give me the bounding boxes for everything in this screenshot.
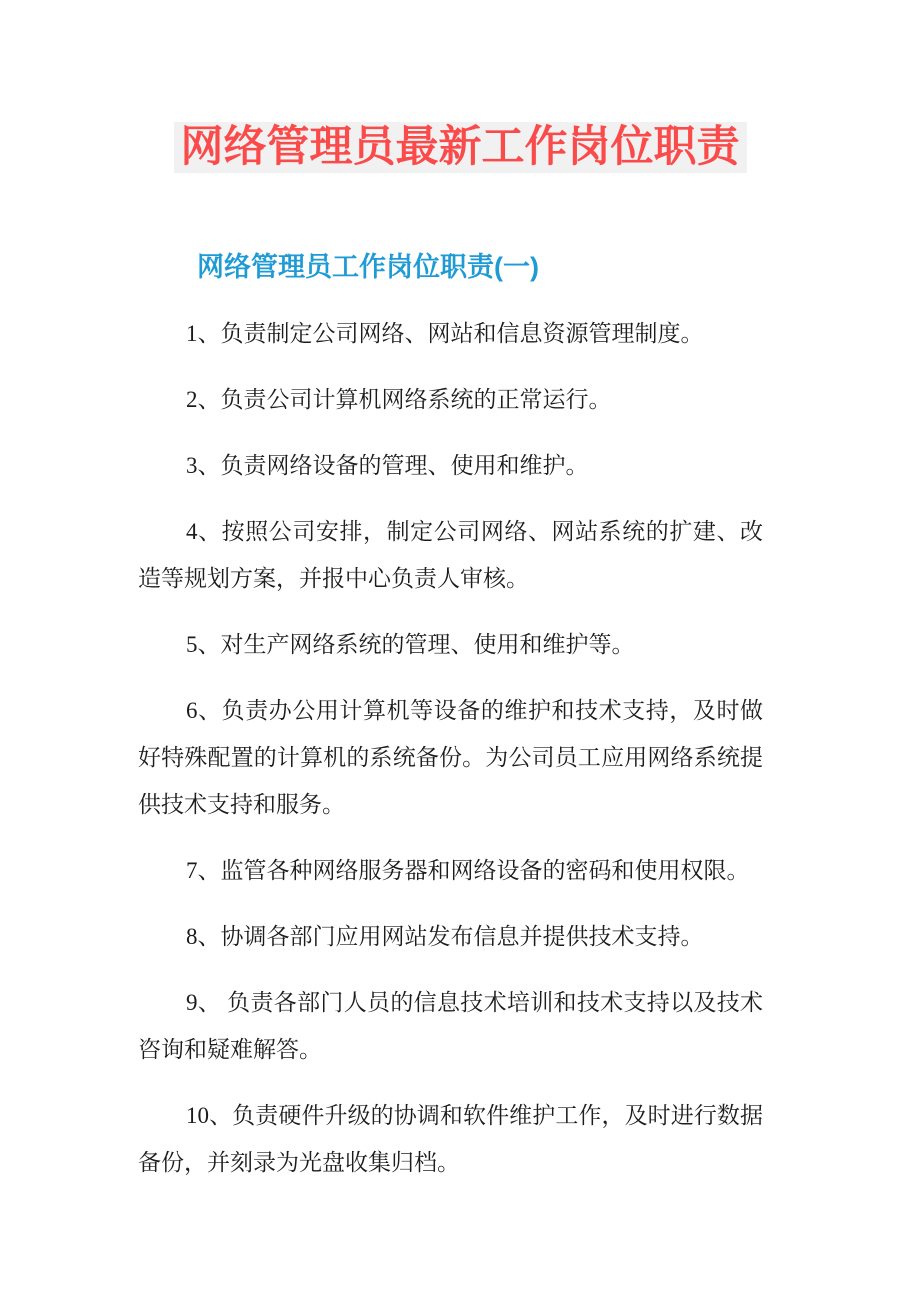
document-title: 网络管理员最新工作岗位职责 bbox=[174, 122, 747, 173]
duty-item-1: 1、负责制定公司网络、网站和信息资源管理制度。 bbox=[186, 321, 704, 346]
duty-item-8: 8、协调各部门应用网站发布信息并提供技术支持。 bbox=[186, 924, 704, 949]
duty-item-3: 3、负责网络设备的管理、使用和维护。 bbox=[186, 453, 589, 478]
duty-item-9: 9、 负责各部门人员的信息技术培训和技术支持以及技术咨询和疑难解答。 bbox=[138, 990, 763, 1062]
duty-item-5: 5、对生产网络系统的管理、使用和维护等。 bbox=[186, 632, 635, 657]
duty-item-4: 4、按照公司安排，制定公司网络、网站系统的扩建、改造等规划方案，并报中心负责人审核。 bbox=[138, 519, 763, 591]
duty-item-10: 10、负责硬件升级的协调和软件维护工作，及时进行数据备份，并刻录为光盘收集归档。 bbox=[138, 1103, 763, 1175]
document-body bbox=[138, 250, 763, 1186]
section-heading: 网络管理员工作岗位职责(一) bbox=[197, 252, 539, 282]
duty-item-6: 6、负责办公用计算机等设备的维护和技术支持，及时做好特殊配置的计算机的系统备份。为公司员工应用网络系统提供技术支持和服务。 bbox=[138, 698, 763, 817]
duty-item-7: 7、监管各种网络服务器和网络设备的密码和使用权限。 bbox=[186, 858, 750, 883]
duty-item-2: 2、负责公司计算机网络系统的正常运行。 bbox=[186, 387, 612, 412]
document-title-row bbox=[0, 122, 920, 173]
